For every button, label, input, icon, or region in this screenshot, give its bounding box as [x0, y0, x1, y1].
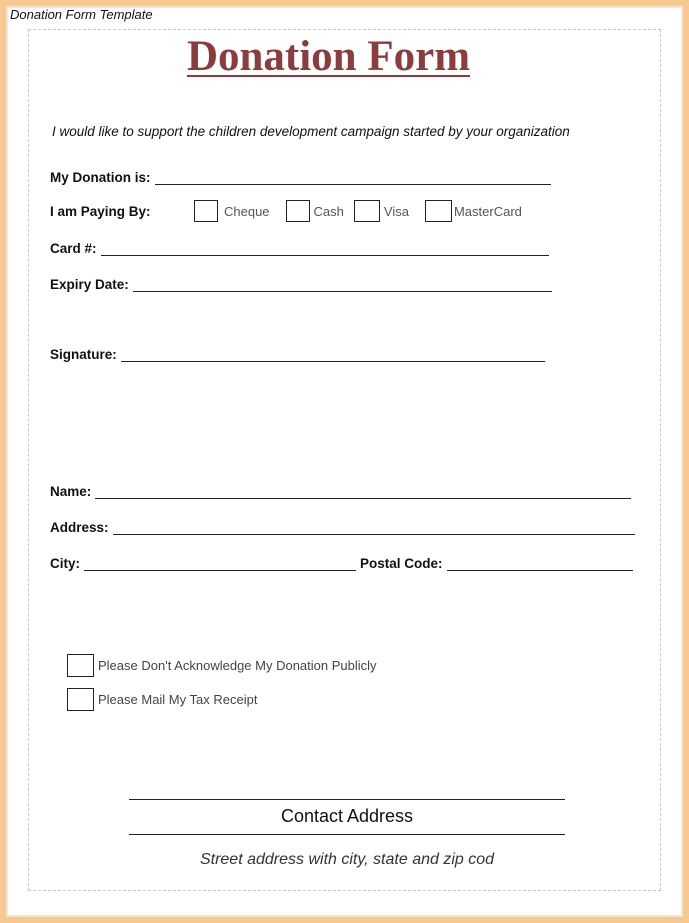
donation-label: My Donation is: [50, 170, 151, 185]
option-mastercard[interactable] [425, 200, 522, 222]
address-field[interactable] [50, 520, 635, 535]
signature-field[interactable] [50, 347, 545, 362]
mail-receipt-checkbox[interactable] [67, 688, 94, 711]
city-label: City: [50, 556, 80, 571]
signature-label: Signature: [50, 347, 117, 362]
intro-text: I would like to support the children development campaign started by your organization [52, 124, 570, 139]
name-line[interactable] [95, 486, 631, 499]
option-visa[interactable] [354, 200, 409, 222]
no-acknowledge-label: Please Don't Acknowledge My Donation Publicly [98, 658, 377, 673]
visa-checkbox[interactable] [354, 200, 380, 222]
mail-receipt-label: Please Mail My Tax Receipt [98, 692, 258, 707]
expiry-field[interactable] [50, 277, 552, 292]
card-label: Card #: [50, 241, 97, 256]
paying-by-label: I am Paying By: [50, 203, 151, 219]
no-acknowledge-row[interactable] [67, 654, 377, 677]
postal-line[interactable] [447, 558, 633, 571]
page-label: Donation Form Template [10, 7, 153, 22]
contact-title: Contact Address [280, 806, 414, 826]
form-border [28, 29, 661, 891]
no-acknowledge-checkbox[interactable] [67, 654, 94, 677]
donation-line[interactable] [155, 172, 551, 185]
contact-address: Street address with city, state and zip cod [199, 851, 495, 868]
mastercard-label: MasterCard [453, 203, 522, 219]
payment-method-row [50, 200, 528, 222]
cheque-checkbox[interactable] [194, 200, 218, 222]
postal-label: Postal Code: [360, 556, 443, 571]
expiry-line[interactable] [133, 279, 552, 292]
address-line[interactable] [113, 522, 635, 535]
cheque-label: Cheque [224, 203, 270, 219]
contact-bottom-rule [129, 834, 565, 835]
mastercard-checkbox[interactable] [425, 200, 452, 222]
card-line[interactable] [101, 243, 549, 256]
contact-top-rule [129, 799, 565, 800]
name-field[interactable] [50, 484, 631, 499]
option-cash[interactable] [286, 200, 344, 222]
address-label: Address: [50, 520, 109, 535]
option-cheque[interactable] [194, 200, 270, 222]
mail-receipt-row[interactable] [67, 688, 257, 711]
city-postal-field[interactable] [50, 556, 633, 571]
visa-label: Visa [383, 203, 409, 219]
cash-label: Cash [313, 203, 344, 219]
name-label: Name: [50, 484, 92, 499]
expiry-label: Expiry Date: [50, 277, 129, 292]
city-line[interactable] [84, 558, 356, 571]
donation-field[interactable] [50, 170, 551, 185]
form-title [0, 32, 689, 81]
cash-checkbox[interactable] [286, 200, 310, 222]
signature-line[interactable] [121, 349, 545, 362]
form-title-text: Donation Form [186, 33, 471, 80]
card-field[interactable] [50, 241, 549, 256]
